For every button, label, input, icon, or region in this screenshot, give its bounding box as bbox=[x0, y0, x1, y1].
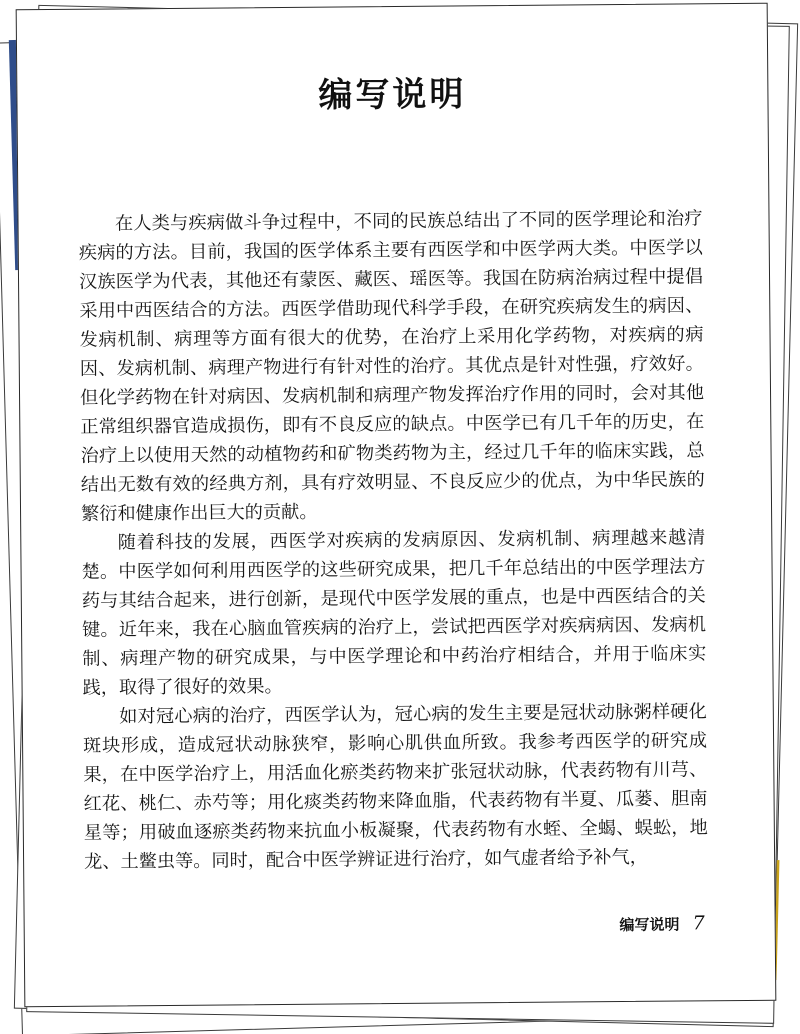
body-text bbox=[78, 204, 708, 876]
front-page bbox=[16, 3, 777, 1008]
paragraph: 在人类与疾病做斗争过程中，不同的民族总结出了不同的医学理论和治疗疾病的方法。目前，我国的医学体系主要有西医学和中医学两大类。中医学以汉族医学为代表，其他还有蒙医、藏医、瑶医等。我国在防病治病过程中提倡采用中西医结合的方法。西医学借助现代科学手段，在研究疾病发生的病因、发病机制、病理等方面有很大的优势，在治疗上采用化学药物，对疾病的病因、发病机制、病理产物进行有针对性的治疗。其优点是针对性强，疗效好。但化学药物在针对病因、发病机制和病理产物发挥治疗作用的同时，会对其他正常组织器官造成损伤，即有不良反应的缺点。中医学已有几千年的历史，在治疗上以使用天然的动植物药和矿物类药物为主，经过几千年的临床实践，总结出无数有效的经典方剂，具有疗效明显、不良反应少的优点，为中华民族的繁衍和健康作出巨大的贡献。 bbox=[78, 208, 705, 525]
footer-section-label: 编写说明 bbox=[619, 915, 680, 935]
page-number: 7 bbox=[692, 912, 705, 935]
paragraph: 如对冠心病的治疗，西医学认为，冠心病的发生主要是冠状动脉粥样硬化斑块形成，造成冠状动脉狭窄，影响心肌供血所致。我参考西医学的研究成果，在中医学治疗上，用活血化瘀类药物来扩张冠状动脉，代表药物有川芎、红花、桃仁、赤芍等；用化痰类药物来降血脂，代表药物有半夏、瓜蒌、胆南星等；用破血逐瘀类药物来抗血小板凝聚，代表药物有水蛭、全蝎、蜈蚣，地龙、土鳖虫等。同时，配合中医学辨证进行治疗，如气虚者给予补气， bbox=[83, 701, 708, 873]
paragraph: 随着科技的发展，西医学对疾病的发病原因、发病机制、病理越来越清楚。中医学如何利用西医学的这些研究成果，把几千年总结出的中医学理法方药与其结合起来，进行创新，是现代中医学发展的重点，也是中西医结合的关键。近年来，我在心脑血管疾病的治疗上，尝试把西医学对疾病病因、发病机制、病理产物的研究成果，与中医学理论和中药治疗相结合，并用于临床实践，取得了很好的效果。 bbox=[81, 527, 707, 699]
page-title: 编写说明 bbox=[318, 74, 467, 116]
page-footer bbox=[619, 912, 704, 935]
